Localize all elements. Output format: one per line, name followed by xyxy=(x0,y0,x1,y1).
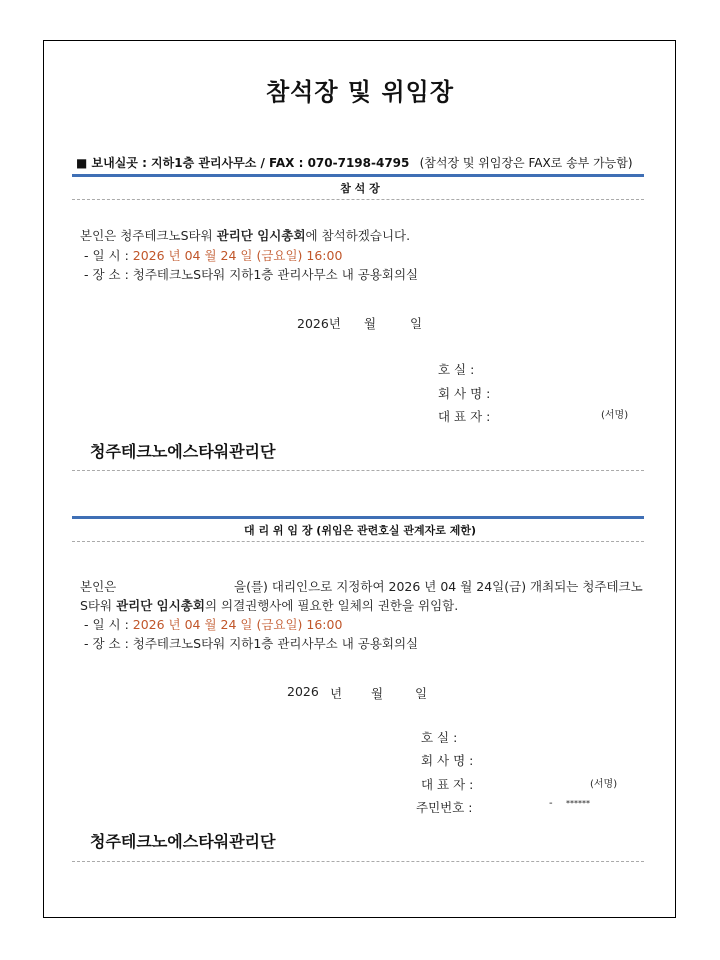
line2-prefix: S타워 xyxy=(80,598,117,613)
attendance-date-year: 2026년 xyxy=(297,316,341,331)
attendance-field-rep: 대 표 자 : xyxy=(438,409,491,424)
datetime-value: 2026 년 04 월 24 일 (금요일) 16:00 xyxy=(132,617,343,632)
attendance-field-company: 회 사 명 : xyxy=(438,386,491,401)
proxy-heading: 대 리 위 임 장 (위임은 관련호실 관계자로 제한) xyxy=(244,524,476,537)
divider-blue xyxy=(72,516,644,519)
send-to-label: 보내실곳 : 지하1층 관리사무소 / FAX : 070-7198-4795 xyxy=(91,156,410,170)
attendance-sign: (서명) xyxy=(601,410,629,421)
proxy-line1-prefix: 본인은 xyxy=(80,579,117,594)
proxy-field-id: 주민번호 : xyxy=(416,800,473,815)
proxy-line1-rest: 을(를) 대리인으로 지정하여 2026 년 04 월 24일(금) 개최되는 청주테크노 xyxy=(234,579,643,594)
datetime-value: 2026 년 04 월 24 일 (금요일) 16:00 xyxy=(132,248,343,263)
send-to-note: (참석장 및 위임장은 FAX로 송부 가능함) xyxy=(419,156,633,170)
attendance-place xyxy=(84,265,418,283)
attendance-heading: 참 석 장 xyxy=(340,182,380,195)
attendance-date-day: 일 xyxy=(410,316,423,331)
proxy-datetime xyxy=(84,615,342,633)
proxy-field-rep: 대 표 자 : xyxy=(421,777,474,792)
divider-dashed xyxy=(72,541,644,542)
line2-suffix: 의 의결권행사에 필요한 일체의 권한을 위임함. xyxy=(204,598,459,613)
proxy-date-day: 일 xyxy=(415,686,428,701)
proxy-id-mask: ****** xyxy=(566,799,590,808)
attendance-intro xyxy=(80,226,410,244)
proxy-date-nyeon: 년 xyxy=(330,686,343,701)
place-value: 청주테크노S타워 지하1층 관리사무소 내 공용회의실 xyxy=(132,267,419,282)
proxy-org: 청주테크노에스타워관리단 xyxy=(90,832,276,851)
place-label: - 장 소 : xyxy=(84,636,133,651)
proxy-date-month: 월 xyxy=(371,686,384,701)
bullet-icon: ■ xyxy=(76,156,88,170)
intro-bold: 관리단 임시총회 xyxy=(216,228,306,243)
proxy-id-dash: - xyxy=(549,798,553,809)
proxy-date-year: 2026 xyxy=(287,684,319,699)
proxy-place xyxy=(84,634,418,652)
place-value: 청주테크노S타워 지하1층 관리사무소 내 공용회의실 xyxy=(132,636,419,651)
attendance-org: 청주테크노에스타워관리단 xyxy=(90,442,276,461)
datetime-label: - 일 시 : xyxy=(84,248,133,263)
line2-bold: 관리단 임시총회 xyxy=(116,598,205,613)
divider-blue xyxy=(72,174,644,177)
divider-dashed xyxy=(72,470,644,471)
attendance-date-month: 월 xyxy=(364,316,377,331)
datetime-label: - 일 시 : xyxy=(84,617,133,632)
attendance-field-unit: 호 실 : xyxy=(438,362,475,377)
proxy-field-company: 회 사 명 : xyxy=(421,753,474,768)
proxy-line2 xyxy=(80,596,458,614)
divider-dashed xyxy=(72,861,644,862)
divider-dashed xyxy=(72,199,644,200)
proxy-sign: (서명) xyxy=(590,779,618,790)
attendance-datetime xyxy=(84,246,342,264)
intro-suffix: 에 참석하겠습니다. xyxy=(305,228,411,243)
send-to-line xyxy=(76,154,633,171)
page-frame xyxy=(43,40,676,918)
place-label: - 장 소 : xyxy=(84,267,133,282)
proxy-field-unit: 호 실 : xyxy=(421,730,458,745)
document-title: 참석장 및 위임장 xyxy=(266,78,454,106)
intro-text: 본인은 청주테크노S타워 xyxy=(80,228,217,243)
